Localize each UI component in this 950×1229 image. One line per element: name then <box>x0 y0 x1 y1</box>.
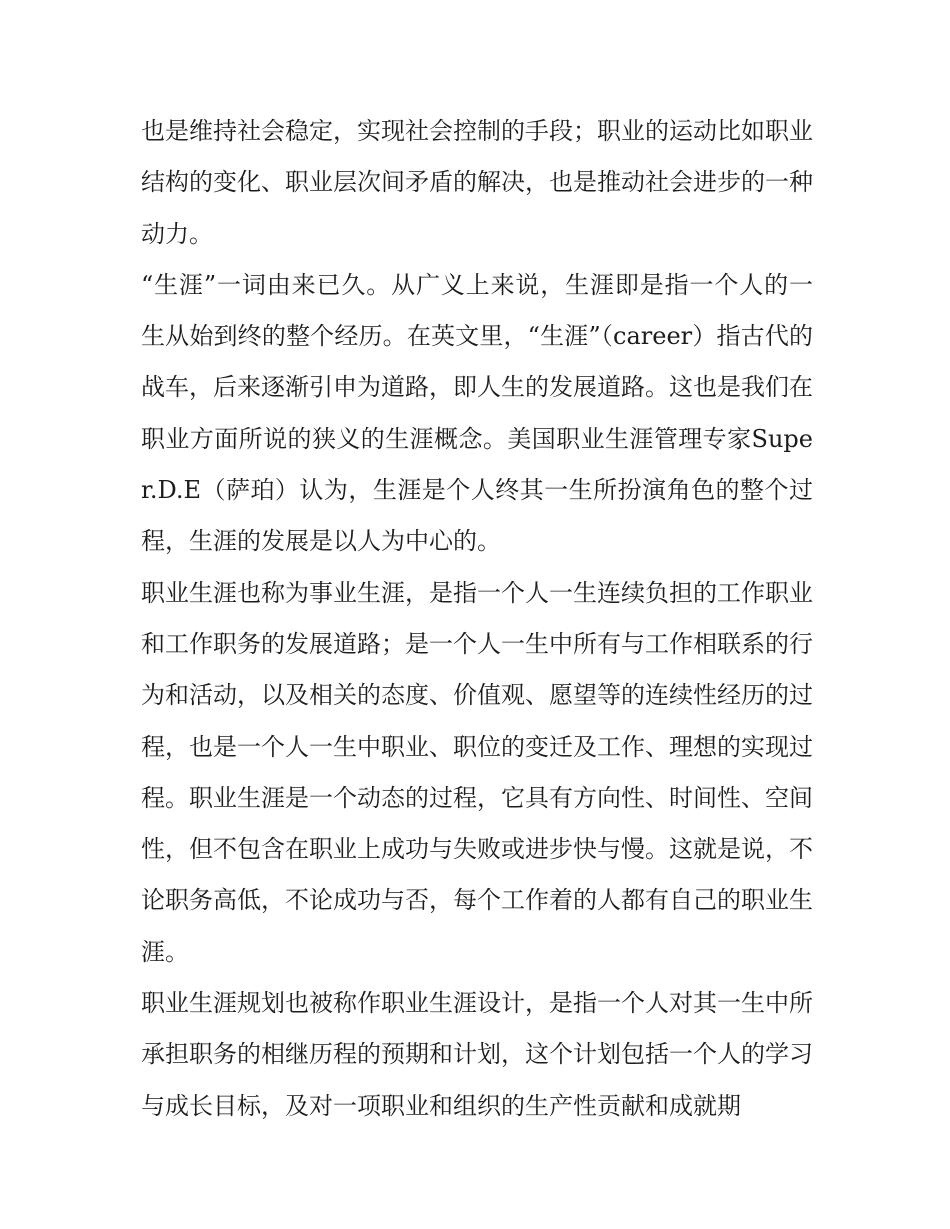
paragraph-occupational-career: 职业生涯也称为事业生涯，是指一个人一生连续负担的工作职业和工作职务的发展道路；是一个人一生中所有与工作相联系的行为和活动，以及相关的态度、价值观、愿望等的连续性经历的过程，也是一个人一生中职业、职位的变迁及工作、理想的实现过程。职业生涯是一个动态的过程，它具有方向性、时间性、空间性，但不包含在职业上成功与失败或进步快与慢。这就是说，不论职务高低，不论成功与否，每个工作着的人都有自己的职业生涯。 <box>141 578 813 966</box>
paragraph-social-stability: 也是维持社会稳定，实现社会控制的手段；职业的运动比如职业结构的变化、职业层次间矛盾的解决，也是推动社会进步的一种动力。 <box>141 117 813 248</box>
paragraph-career-definition: “生涯”一词由来已久。从广义上来说，生涯即是指一个人的一生从始到终的整个经历。在英文里，“生涯”（career）指古代的战车，后来逐渐引申为道路，即人生的发展道路。这也是我们在职业方面所说的狭义的生涯概念。美国职业生涯管理专家Super.D.E（萨珀）认为，生涯是个人终其一生所扮演角色的整个过程，生涯的发展是以人为中心的。 <box>141 270 813 556</box>
document-body <box>141 106 813 1132</box>
paragraph-career-planning: 职业生涯规划也被称作职业生涯设计，是指一个人对其一生中所承担职务的相继历程的预期和计划，这个计划包括一个人的学习与成长目标，及对一项职业和组织的生产性贡献和成就期 <box>141 989 813 1120</box>
